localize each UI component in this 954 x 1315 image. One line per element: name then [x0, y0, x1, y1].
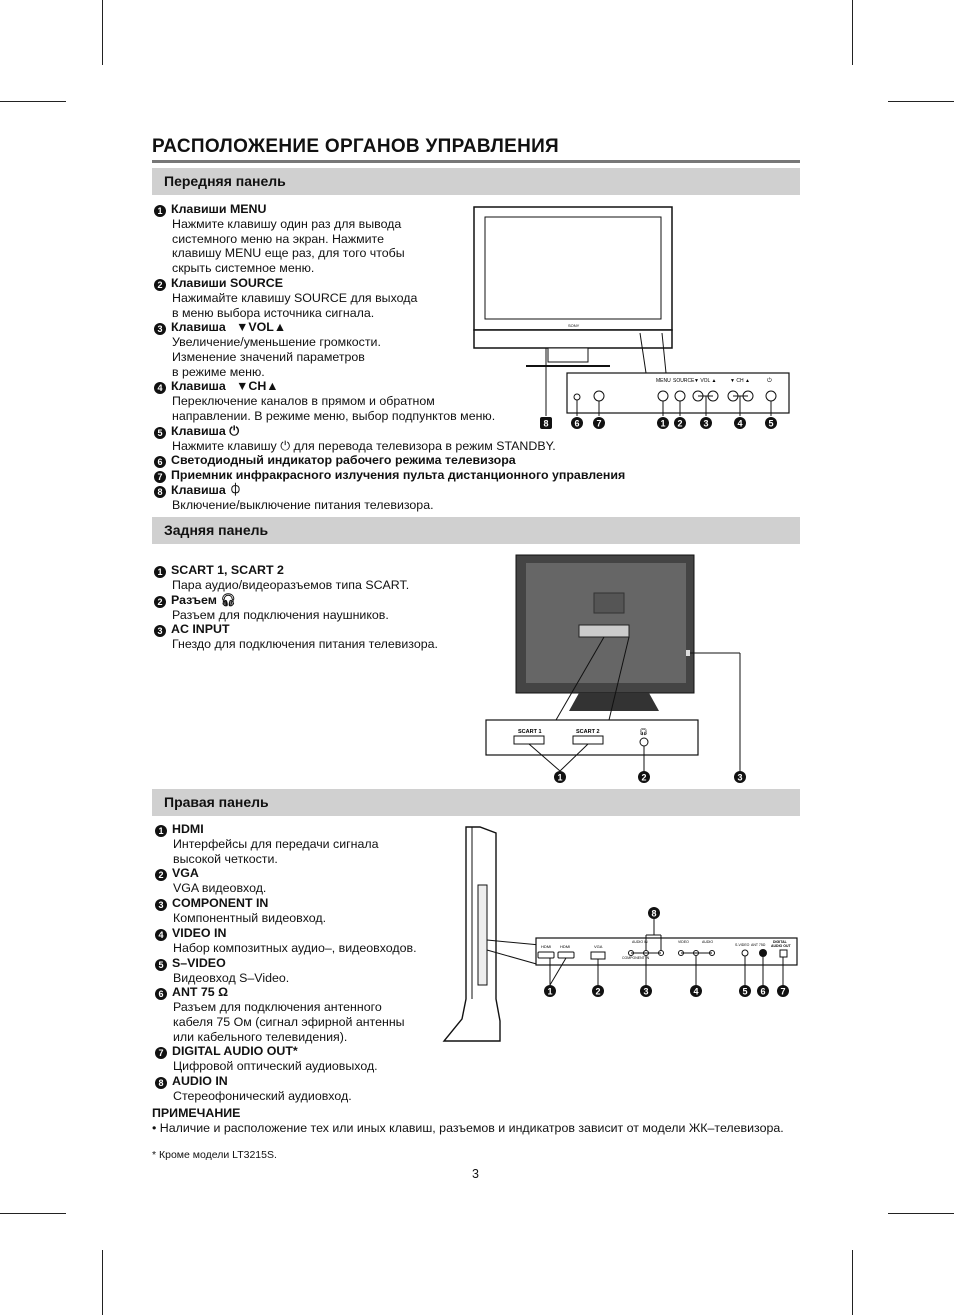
callout-label: 4: [693, 986, 699, 997]
right-item-5: [155, 956, 455, 986]
hdmi1-port: [538, 952, 554, 958]
callout-label: 2: [595, 986, 601, 997]
body-line: Интерфейсы для передачи сигнала: [173, 837, 379, 851]
callout-2: [674, 417, 686, 429]
callout-label: 4: [737, 418, 743, 429]
crop-mark: [888, 1213, 954, 1214]
item-heading: COMPONENT IN: [172, 896, 269, 911]
audio-in-label: AUDIO IN: [632, 940, 648, 944]
body-line: Компонентный видеовход.: [173, 911, 327, 926]
callout-number: 6: [155, 988, 167, 1000]
callout-number: 4: [154, 382, 166, 394]
vga-port: [591, 952, 605, 959]
body-line: Разъем для подключения антенного: [173, 1000, 382, 1015]
body-line: Нажимайте клавишу SOURCE для выхода: [172, 290, 418, 305]
power-icon: ⏻: [229, 423, 240, 438]
menu-label: MENU: [656, 378, 671, 384]
body-line: Включение/выключение питания телевизора.: [172, 498, 434, 513]
callout-label: 5: [742, 986, 748, 997]
note-title: ПРИМЕЧАНИЕ: [152, 1106, 241, 1120]
callout-number: 2: [154, 596, 166, 608]
crop-mark: [102, 1250, 103, 1315]
callout-number: 1: [154, 566, 166, 578]
item-heading: Приемник инфракрасного излучения пульта дистанционного управления: [171, 468, 626, 483]
callout-number: 1: [155, 825, 167, 837]
body-line: Гнездо для подключения питания телевизора.: [172, 637, 438, 652]
item-heading: VGA: [172, 866, 199, 881]
menu-key: [658, 391, 668, 401]
vesa-mount: [594, 593, 624, 613]
callout-label: 8: [543, 418, 549, 429]
body-line: Пара аудио/видеоразъемов типа SCART.: [172, 578, 410, 592]
item-heading: AUDIO IN: [172, 1074, 228, 1089]
item-body: [154, 439, 674, 454]
callout-number: 2: [154, 279, 166, 291]
right-item-4: [155, 926, 455, 956]
vol-symbol: ▼VOL▲: [236, 320, 287, 335]
ir-receiver: [594, 391, 604, 401]
tv-stand: [548, 348, 588, 362]
callout-number: 7: [155, 1047, 167, 1059]
body-line: VGA видеовход.: [173, 881, 267, 896]
callout-label: 1: [557, 772, 563, 783]
item-heading: S–VIDEO: [172, 955, 226, 970]
power-icon: ⏻: [280, 438, 291, 453]
callout-1: [544, 985, 556, 997]
item-heading: VIDEO IN: [172, 925, 227, 940]
body-text: Нажмите клавишу: [172, 438, 277, 453]
scart2-connector: [573, 736, 603, 744]
ac-input-socket: [686, 650, 690, 656]
body-line: Разъем для подключения наушников.: [172, 607, 389, 622]
body-line: в режиме меню.: [172, 364, 265, 379]
item-heading: AC INPUT: [171, 622, 230, 637]
title-rule: [152, 160, 800, 163]
section-front-header: [152, 168, 800, 195]
crop-mark: [0, 1213, 66, 1214]
vol-label: ▼ VOL ▲: [694, 378, 717, 384]
callout-number: 3: [154, 625, 166, 637]
rear-item-2: [154, 593, 484, 623]
body-line: кабеля 75 Ом (сигнал эфирной антенны: [173, 1014, 405, 1029]
right-items: [155, 822, 455, 1104]
side-tv-diagram: [440, 825, 800, 1050]
optical-out-port: [780, 950, 787, 957]
section-front-title: Передняя панель: [164, 173, 286, 189]
item-heading: Клавиши SOURCE: [171, 275, 283, 290]
body-line: Видеовход S–Video.: [173, 970, 290, 985]
hdmi2-label: HDMI: [560, 944, 571, 949]
body-line: Нажмите клавишу один раз для вывода: [172, 217, 402, 231]
body-line: Увеличение/уменьшение громкости.: [172, 335, 381, 350]
audio-out-label: AUDIO OUT: [771, 944, 791, 948]
callout-7: [593, 417, 605, 429]
body-line: клавишу MENU еще раз, для того чтобы: [172, 246, 405, 261]
right-item-3: [155, 896, 455, 926]
digital-label: DIGITAL: [773, 940, 787, 944]
front-item-7: [154, 468, 674, 483]
ch-symbol: ▼CH▲: [236, 379, 279, 394]
rear-item-3: [154, 622, 484, 652]
scart2-label: SCART 2: [576, 729, 600, 735]
rear-item-1: [154, 563, 484, 593]
section-right-header: [152, 789, 800, 816]
svideo-jack: [742, 950, 748, 956]
body-line: скрыть системное меню.: [172, 261, 315, 276]
callout-label: 3: [737, 772, 743, 783]
audio-label: AUDIO: [702, 940, 714, 944]
body-text: для перевода телевизора в режим STANDBY.: [293, 438, 556, 453]
callout-number: 3: [154, 323, 166, 335]
callout-4: [734, 417, 746, 429]
svideo-label: S-VIDEO: [735, 943, 750, 947]
front-tv-diagram: [470, 205, 800, 435]
callout-1: [657, 417, 669, 429]
body-line: Набор композитных аудио–, видеовходов.: [173, 940, 417, 955]
callout-label: 6: [760, 986, 766, 997]
ant-label: ANT 75Ω: [751, 943, 766, 947]
tv-rear-grille: [526, 563, 686, 683]
callout-number: 8: [155, 1077, 167, 1089]
callout-7: [777, 985, 789, 997]
callout-label: 7: [780, 986, 786, 997]
callout-8: [540, 417, 552, 429]
item-heading: Светодиодный индикатор рабочего режима телевизора: [171, 453, 516, 468]
item-heading: Клавиша: [171, 379, 226, 394]
front-item-6: [154, 453, 674, 468]
callout-4: [690, 985, 702, 997]
note-block: [152, 1106, 842, 1136]
body-line: Изменение значений параметров: [172, 349, 365, 364]
callout-6: [757, 985, 769, 997]
main-power-icon: ⏀: [229, 483, 242, 498]
callout-3: [734, 771, 746, 783]
section-rear-header: [152, 517, 800, 544]
right-item-2: [155, 866, 455, 896]
body-line: высокой четкости.: [173, 851, 278, 866]
right-item-1: [155, 822, 455, 866]
headphone-jack: [640, 738, 648, 746]
callout-label: 5: [768, 418, 774, 429]
callout-8: [648, 907, 660, 919]
body-line: системного меню на экран. Нажмите: [172, 231, 384, 246]
callout-number: 4: [155, 929, 167, 941]
callout-number: 8: [154, 486, 166, 498]
callout-number: 3: [155, 899, 167, 911]
headphones-icon: 🎧︎: [220, 592, 237, 607]
callout-number: 7: [154, 471, 166, 483]
body-line: Стереофонический аудиовход.: [173, 1089, 352, 1104]
callout-label: 6: [574, 418, 580, 429]
tv-screen: [485, 217, 661, 319]
callout-label: 3: [703, 418, 709, 429]
item-heading: Клавиша: [171, 423, 226, 438]
standby-label: ⏻: [767, 378, 772, 384]
item-heading: Клавиша: [171, 320, 226, 335]
scart1-connector: [514, 736, 544, 744]
hdmi1-label: HDMI: [541, 944, 552, 949]
item-heading: DIGITAL AUDIO OUT*: [172, 1044, 298, 1059]
ch-label: ▼ CH ▲: [730, 378, 750, 384]
page-number: 3: [472, 1167, 479, 1181]
crop-mark: [888, 101, 954, 102]
section-rear-title: Задняя панель: [164, 522, 269, 538]
callout-number: 2: [155, 869, 167, 881]
item-heading: HDMI: [172, 822, 204, 836]
tv-rear-stand: [569, 693, 659, 711]
body-line: в меню выбора источника сигнала.: [172, 305, 375, 320]
callout-2: [638, 771, 650, 783]
note-text: • Наличие и расположение тех или иных клавиш, разъемов и индикатров зависит от модели ЖК–телевизора.: [152, 1121, 784, 1135]
callout-number: 1: [154, 205, 166, 217]
right-item-7: [155, 1044, 455, 1074]
headphones-label: 🎧︎: [639, 729, 648, 736]
hdmi2-port: [558, 952, 574, 958]
callout-number: 6: [154, 456, 166, 468]
callout-label: 2: [641, 772, 647, 783]
body-line: Переключение каналов в прямом и обратном: [172, 394, 435, 409]
callout-number: 5: [155, 959, 167, 971]
vga-label: VGA: [594, 944, 603, 949]
rear-tv-diagram: [484, 553, 754, 788]
item-body: [154, 498, 674, 513]
source-label: SOURCE: [673, 378, 695, 384]
callout-label: 3: [643, 986, 649, 997]
callout-5: [765, 417, 777, 429]
section-right-title: Правая панель: [164, 794, 269, 810]
body-line: Цифровой оптический аудиовыход.: [173, 1059, 378, 1074]
crop-mark: [852, 0, 853, 65]
led-indicator: [574, 394, 580, 400]
component-label: COMPONENT IN: [622, 956, 650, 960]
callout-number: 5: [154, 427, 166, 439]
item-heading: SCART 1, SCART 2: [171, 563, 284, 577]
antenna-jack: [759, 949, 767, 957]
rear-items: [154, 563, 484, 652]
item-heading: Клавиши MENU: [171, 202, 267, 216]
callout-label: 8: [651, 908, 657, 919]
crop-mark: [0, 101, 66, 102]
callout-label: 7: [596, 418, 602, 429]
callout-3: [700, 417, 712, 429]
item-heading: Клавиша: [171, 483, 226, 498]
rear-connector-area: [579, 625, 629, 637]
callout-3: [640, 985, 652, 997]
standby-key: [766, 391, 776, 401]
item-heading: Разъем: [171, 592, 217, 607]
item-heading: ANT 75 Ω: [172, 985, 229, 1000]
callout-label: 2: [677, 418, 683, 429]
crop-mark: [852, 1250, 853, 1315]
crop-mark: [102, 0, 103, 65]
front-item-8: [154, 483, 674, 513]
video-label: VIDEO: [678, 940, 689, 944]
callout-5: [739, 985, 751, 997]
callout-1: [554, 771, 566, 783]
callout-label: 1: [660, 418, 666, 429]
right-item-8: [155, 1074, 455, 1104]
body-line: или кабельного телевидения).: [173, 1029, 348, 1044]
source-key: [675, 391, 685, 401]
right-item-6: [155, 985, 455, 1044]
side-connector-strip: [478, 885, 487, 985]
callout-2: [592, 985, 604, 997]
callout-6: [571, 417, 583, 429]
callout-label: 1: [547, 986, 553, 997]
footnote: * Кроме модели LT3215S.: [152, 1149, 277, 1161]
scart1-label: SCART 1: [518, 729, 542, 735]
page-title: РАСПОЛОЖЕНИЕ ОРГАНОВ УПРАВЛЕНИЯ: [152, 136, 560, 157]
tv-logo: SONY: [568, 323, 580, 328]
body-line: направлении. В режиме меню, выбор подпунктов меню.: [172, 409, 496, 424]
